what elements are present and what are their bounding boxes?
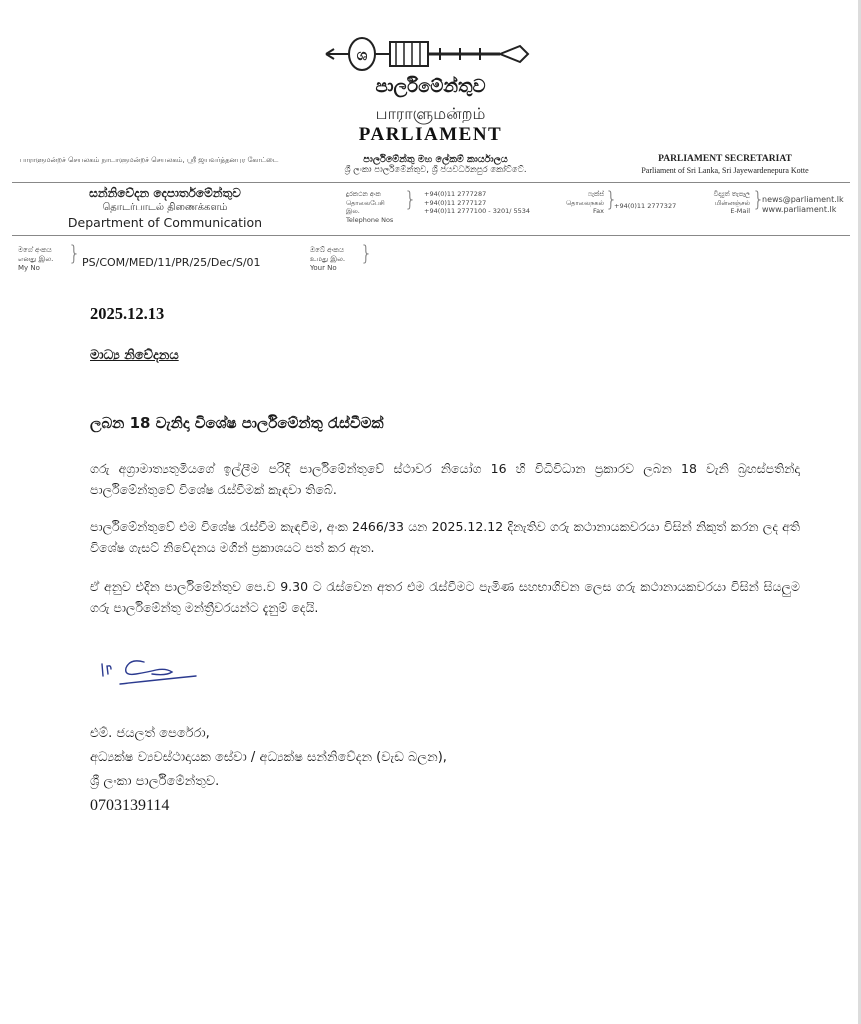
parliament-title-english: PARLIAMENT [358, 124, 503, 145]
signatory-organization: ශ්‍රී ලංකා පාර්ලිමේන්තුව. [90, 774, 220, 789]
my-no-labels [18, 246, 70, 273]
your-no-label-sinhala: ඔබේ අංකය [310, 246, 344, 254]
parliament-title-tamil: பாராளுமன்றம் [375, 104, 486, 123]
brace-ref-2: } [360, 241, 373, 265]
signatory-name: එම්. ජයලත් පෙරේරා, [90, 726, 210, 741]
brace-left-1: } [404, 187, 417, 211]
department-tamil: தொடர்பாடல் திணைக்களம் [102, 202, 228, 213]
fax-value: +94(0)11 2777327 [614, 202, 677, 210]
department-sinhala: සන්නිවේදන දෙපාර්තමේන්තුව [89, 186, 241, 200]
secretariat-sinhala-title: පාර්ලිමේන්තු මහ ලේකම් කාර්යාලය [363, 154, 508, 165]
telephone-1: +94(0)11 2777287 [424, 190, 487, 198]
letter-subject: ලබන 18 වැනිදා විශේෂ පාර්ලිමේන්තු රැස්වීමක් [90, 414, 384, 432]
website-link[interactable]: www.parliament.lk [762, 205, 837, 214]
handwritten-signature-icon [96, 652, 206, 688]
email-website-values [762, 195, 852, 215]
svg-text:ශ: ශ [356, 46, 368, 64]
email-label-english: E-Mail [730, 207, 750, 215]
telephone-label-english: Telephone Nos [346, 215, 394, 224]
signatory-phone: 0703139114 [90, 797, 170, 814]
department-block [50, 186, 280, 230]
department-english: Department of Communication [67, 215, 263, 230]
telephone-labels [346, 190, 400, 224]
signature-block [90, 722, 447, 818]
my-reference-number: PS/COM/MED/11/PR/25/Dec/S/01 [82, 256, 261, 269]
secretariat-sinhala-address: ශ්‍රී ලංකා පාර්ලිමේන්තුව, ශ්‍රී ජයවර්ධනපුර කෝට්ටේ. [344, 165, 527, 175]
my-no-label-sinhala: මගේ අංකය [18, 246, 52, 254]
letterhead-divider-bottom [12, 235, 850, 236]
fax-label-english: Fax [593, 207, 604, 215]
my-no-label-english: My No [18, 264, 40, 272]
your-no-label-english: Your No [310, 264, 337, 272]
your-no-label-tamil: உமது இல. [310, 255, 346, 263]
my-no-label-tamil: எனது இல. [18, 255, 54, 263]
paragraph-1: ගරු අග්‍රාමාත්‍යතුමියගේ ඉල්ලීම පරිදි පාර්ලිමේන්තුවේ ස්ථාවර නියෝග 16 හි විධිවිධාන ප්‍රකාරව ලබන 18 වැනි බ්‍රහස්පතින්දා පාර්ලිමේන්තුවේ විශේෂ රැස්වීමක් කැඳවා තිබේ. [90, 461, 800, 497]
telephone-values [424, 190, 554, 216]
email-label-tamil: மின்னஞ்சல் [715, 198, 750, 207]
fax-labels [548, 190, 604, 216]
email-label-sinhala: විද්‍යුත් තැපෑල [713, 190, 750, 198]
paragraph-3: ඒ අනුව එදින පාර්ලිමේන්තුව පෙ.ව 9.30 ට රැස්වෙන අතර එම රැස්වීමට පැමිණ සහභාගිවන ලෙස ගරු කථානායකවරයා විසින් සියලුම ගරු පාර්ලිමේන්තු මන්ත්‍රීවරයන්ට දැනුම් දෙයි. [90, 579, 800, 615]
telephone-2: +94(0)11 2777127 [424, 198, 487, 207]
letterhead-divider-top [12, 182, 850, 183]
secretariat-english-address: Parliament of Sri Lanka, Sri Jayewardenepura Kotte [641, 166, 809, 175]
email-labels [700, 190, 750, 216]
letter-date: 2025.12.13 [90, 304, 165, 323]
parliament-mace-crest-icon [320, 32, 535, 76]
parliament-title-sinhala: පාර්ලිමේන්තුව [375, 76, 486, 97]
brace-left-3: } [752, 187, 765, 211]
fax-label-sinhala: ෆැක්ස් [587, 190, 604, 198]
email-link[interactable]: news@parliament.lk [762, 195, 844, 204]
telephone-3: +94(0)11 2777100 - 3201/ 5534 [424, 207, 531, 215]
secretariat-tamil: பாராளுமன்றச் செயலகம் நாடாளுமன்றச் செயலகம், ஸ்ரீ ஜயவர்த்தனபுர கோட்டை [19, 156, 279, 164]
telephone-label-sinhala: දුරකථන අංක [346, 190, 381, 198]
media-release-heading: මාධ්‍ය නිවේදනය [90, 348, 179, 363]
telephone-label-tamil: தொலைபேசி இல. [346, 198, 385, 215]
brace-left-2: } [605, 187, 618, 211]
brace-ref-1: } [68, 241, 81, 265]
signatory-title: අධ්‍යක්ෂ ව්‍යවස්ථාදායක සේවා / අධ්‍යක්ෂ සන්නිවේදන (වැඩ බලන), [90, 750, 447, 765]
fax-label-tamil: தொலைநகல் [566, 198, 604, 207]
secretariat-english [600, 154, 850, 176]
paragraph-2: පාර්ලිමේන්තුවේ එම විශේෂ රැස්වීම කැඳවීම, අංක 2466/33 යන 2025.12.12 දිනැතිව ගරු කථානායකවරයා විසින් නිකුත් කරන ලද අති විශේෂ ගැසට් නිවේදනය මගින් ප්‍රකාශයට පත් කර ඇත. [90, 519, 800, 555]
secretariat-sinhala [318, 154, 553, 176]
secretariat-english-title: PARLIAMENT SECRETARIAT [658, 154, 792, 164]
